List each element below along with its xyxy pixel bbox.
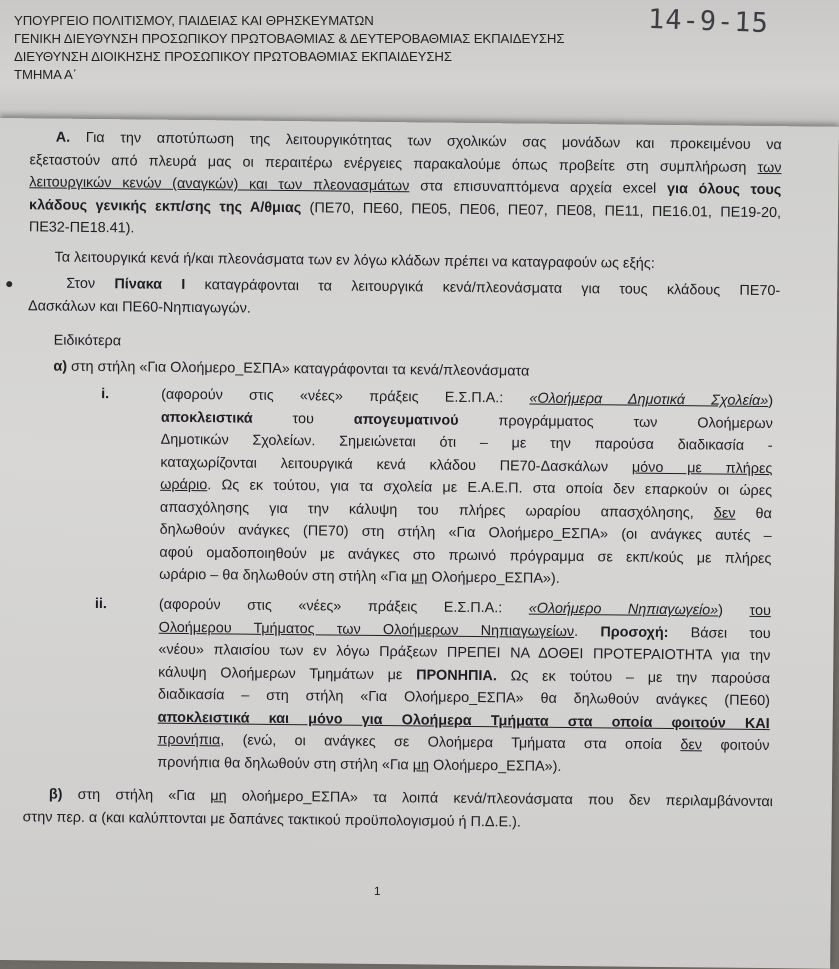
sub-i-line-8: αφού ομαδοποιηθούν με ανάγκες στο πρωινό πρόγραμμα σε εκπ/κούς με πλήρες: [159, 544, 772, 568]
bullet-line-1: Στον Πίνακα Ι καταγράφονται τα λειτουργικά κενά/πλεονάσματα για τους κλάδους ΠΕ70-: [66, 275, 781, 300]
section-a-label: Α.: [55, 129, 71, 146]
sub-ii-line-6: αποκλειστικά και μόνο για Ολοήμερα Τμήματα στα οποία φοιτούν ΚΑΙ: [157, 709, 770, 733]
sub-i-line-4: καταχωρίζονται λειτουργικά κενά κλάδου ΠΕ70-Δασκάλων μόνο με πλήρες: [160, 454, 773, 478]
sub-i-line-9: ωράριο – θα δηλωθούν στη στήλη «Για μη Ολοήμερο_ΕΣΠΑ»).: [159, 566, 560, 587]
section-a-line-3: λειτουργικών κενών (αναγκών) και των πλεονασμάτων στα επισυναπτόμενα αρχεία excel για όλους τους: [29, 174, 782, 199]
sub-ii-line-5: διαδικασία – στη στήλη «Για Ολοήμερο_ΕΣΠΑ» θα δηλωθούν ανάγκες (ΠΕ60): [157, 686, 771, 710]
sub-i-line-7: δηλωθούν ανάγκες (ΠΕ70) στη στήλη «Για Ολοήμερο_ΕΣΠΑ» (οι ανάγκες αυτές –: [159, 521, 772, 545]
front-sheet: [0, 118, 839, 969]
bullet-dot: [6, 281, 12, 287]
sub-i-line-2: αποκλειστικά του απογευματινού προγράμματος των Ολοήμερων: [160, 409, 773, 433]
sub-ii-line-3: «νέου» πλαισίου των εν λόγω Πράξεων ΠΡΕΠΕΙ ΝΑ ΔΟΘΕΙ ΠΡΟΤΕΡΑΙΟΤΗΤΑ για την: [158, 641, 771, 665]
item-a-line: α) στη στήλη «Για Ολοήμερο_ΕΣΠΑ» καταγράφονται τα κενά/πλεονάσματα: [53, 358, 530, 380]
header-department: ΤΜΗΜΑ Α΄: [14, 67, 77, 82]
sub-ii-line-8: προνήπια θα δηλωθούν στη στήλη «Για μη Ολοήμερο_ΕΣΠΑ»).: [157, 754, 562, 775]
sub-i-number: i.: [101, 386, 110, 403]
sub-ii-line-1: (αφορούν στις «νέες» πράξεις Ε.Σ.Π.Α.: «Ολοήμερο Νηπιαγωγείο») του: [158, 596, 771, 620]
section-a-line-1: Α. Για την αποτύπωση της λειτουργικότητας των σχολικών σας μονάδων και προκειμένου να: [55, 129, 782, 154]
handwritten-date: 14-9-15: [647, 3, 770, 40]
header-general-directorate: ΓΕΝΙΚΗ ΔΙΕΥΘΥΝΣΗ ΠΡΟΣΩΠΙΚΟΥ ΠΡΩΤΟΒΑΘΜΙΑΣ & ΔΕΥΤΕΡΟΒΑΘΜΙΑΣ ΕΚΠΑΙΔΕΥΣΗΣ: [14, 31, 565, 46]
sub-i-line-5: ωράριο. Ως εκ τούτου, για τα σχολεία με Ε.Α.Ε.Π. στα οποία δεν επαρκούν οι ώρες: [160, 476, 773, 500]
sub-ii-number: ii.: [94, 596, 107, 613]
header-ministry: ΥΠΟΥΡΓΕΙΟ ΠΟΛΙΤΙΣΜΟΥ, ΠΑΙΔΕΙΑΣ ΚΑΙ ΘΡΗΣΚΕΥΜΑΤΩΝ: [14, 13, 374, 28]
section-a-line-4: κλάδους γενικής εκπ/σης της Α/θμιας (ΠΕ70, ΠΕ60, ΠΕ05, ΠΕ06, ΠΕ07, ΠΕ08, ΠΕ11, ΠΕ16.01, ΠΕ19-20,: [29, 197, 782, 222]
sub-ii-line-2: Ολοήμερου Τμήματος των Ολοήμερων Νηπιαγωγείων. Προσοχή: Βάσει του: [158, 619, 771, 643]
sub-i-line-6: απασχόλησης για την κάλυψη του πλήρες ωραρίου απασχόλησης, δεν θα: [159, 499, 772, 523]
section-a-line-5: ΠΕ32-ΠΕ18.41).: [28, 219, 135, 237]
sub-i-line-3: Δημοτικών Σχολείων. Σημειώνεται ότι – με την παρούσα διαδικασία -: [160, 431, 773, 455]
section-a-line-2: εξεταστούν από πλευρά μας οι περαιτέρω ενέργειες παρακαλούμε όπως προβείτε στη συμπλήρωση των: [29, 152, 782, 177]
bullet-line-2: Δασκάλων και ΠΕ60-Νηπιαγωγών.: [27, 298, 251, 317]
sub-ii-line-7: προνήπια, (ενώ, οι ανάγκες σε Ολοήμερα Τμήματα στα οποία δεν φοιτούν: [157, 731, 770, 755]
page-number: 1: [373, 883, 381, 899]
item-b-line-1: β) στη στήλη «Για μη ολοήμερο_ΕΣΠΑ» τα λοιπά κενά/πλεονάσματα που δεν περιλαμβάνονται: [48, 786, 773, 811]
item-b-line-2: στην περ. α (και καλύπτονται με δαπάνες τακτικού προϋπολογισμού ή Π.Δ.Ε.).: [22, 809, 521, 831]
sub-i-line-1: (αφορούν στις «νέες» πράξεις Ε.Σ.Π.Α.: «Ολοήμερα Δημοτικά Σχολεία»): [161, 386, 774, 410]
intro-line: Τα λειτουργικά κενά ή/και πλεονάσματα των εν λόγω κλάδων πρέπει να καταγραφούν ως εξής:: [54, 249, 655, 272]
header-directorate: ΔΙΕΥΘΥΝΣΗ ΔΙΟΙΚΗΣΗΣ ΠΡΟΣΩΠΙΚΟΥ ΠΡΩΤΟΒΑΘΜΙΑΣ ΕΚΠΑΙΔΕΥΣΗΣ: [14, 49, 452, 64]
document-header: [14, 12, 714, 84]
sub-ii-line-4: κάλυψη Ολοήμερων Τμημάτων με ΠΡΟΝΗΠΙΑ. Ως εκ τούτου – με την παρούσα: [158, 664, 771, 688]
specifically-label: Ειδικότερα: [53, 332, 122, 350]
